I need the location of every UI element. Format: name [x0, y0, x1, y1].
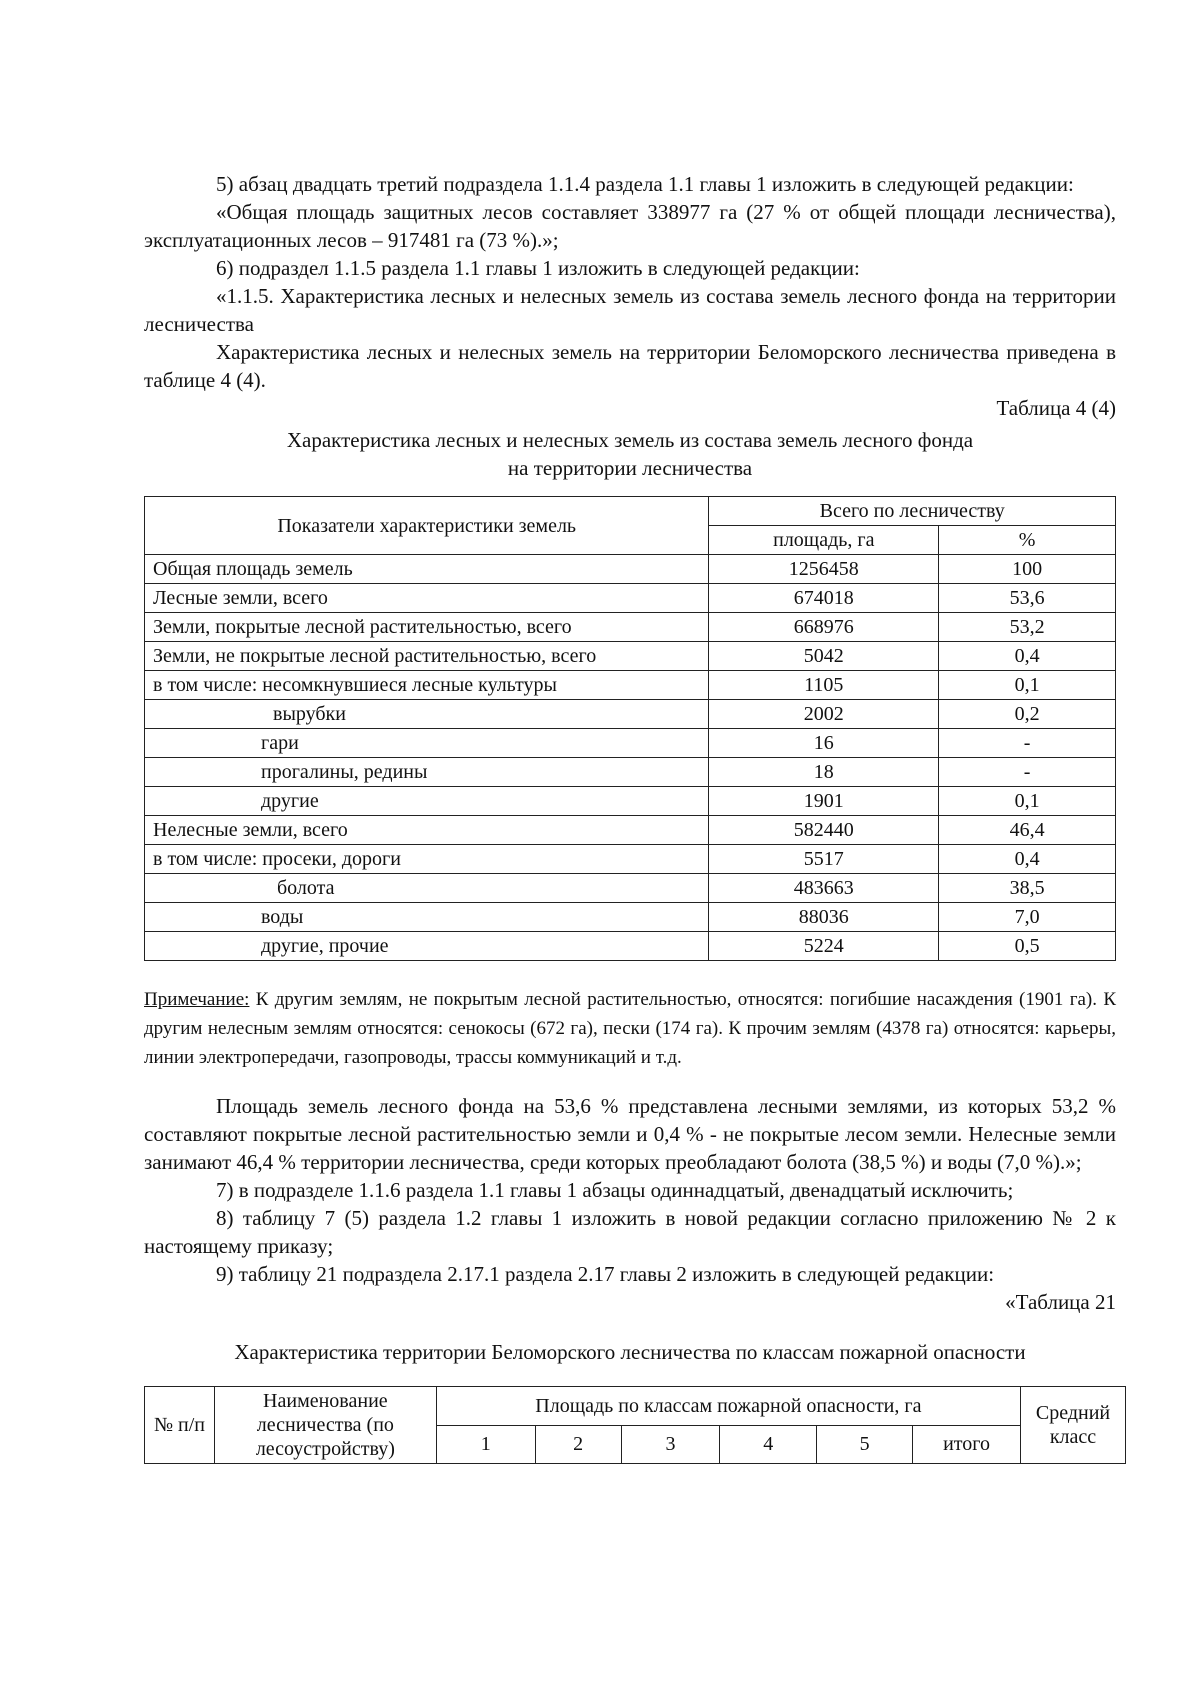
header-class-1: 1 — [436, 1425, 535, 1464]
header-class-total: итого — [913, 1425, 1021, 1464]
table-row: в том числе: просеки, дороги 5517 0,4 — [145, 845, 1116, 874]
table-row: Земли, покрытые лесной растительностью, всего 668976 53,2 — [145, 613, 1116, 642]
table-row: другие, прочие 5224 0,5 — [145, 932, 1116, 961]
table-row: гари 16 - — [145, 729, 1116, 758]
table21-label: «Таблица 21 — [1005, 1290, 1116, 1314]
table-row: Земли, не покрытые лесной растительностью, всего 5042 0,4 — [145, 642, 1116, 671]
table-row: вырубки 2002 0,2 — [145, 700, 1116, 729]
table21-title: Характеристика территории Беломорского лесничества по классам пожарной опасности — [234, 1340, 1026, 1364]
paragraph-9: 9) таблицу 21 подраздела 2.17.1 раздела 2.17 главы 2 изложить в следующей редакции: — [216, 1262, 995, 1286]
header-class-3: 3 — [621, 1425, 720, 1464]
note-text: К другим землям, не покрытым лесной растительностью, относятся: погибшие насаждения (1901 га). К другим нелесным землям относятся: сенокосы (672 га), пески (174 га). К прочим землям (4378 га) относятся: карьеры, линии электропередачи, газопроводы, трассы коммуникаций и т.д. — [144, 989, 1116, 1068]
land-characteristics-table — [144, 496, 1116, 961]
header-forestry-name: Наименование лесничества (по лесоустройству) — [214, 1387, 436, 1464]
note-label: Примечание: — [144, 989, 250, 1010]
paragraph-7: 7) в подразделе 1.1.6 раздела 1.1 главы 1 абзацы одиннадцатый, двенадцатый исключить; — [216, 1178, 1014, 1202]
document-content — [144, 170, 1116, 1464]
table-row: Нелесные земли, всего 582440 46,4 — [145, 816, 1116, 845]
header-area: площадь, га — [709, 526, 939, 555]
header-class-5: 5 — [817, 1425, 913, 1464]
paragraph-5: 5) абзац двадцать третий подраздела 1.1.4 раздела 1.1 главы 1 изложить в следующей редакции: — [216, 172, 1074, 196]
header-number: № п/п — [145, 1387, 215, 1464]
table4-note — [144, 985, 1116, 1072]
header-area-by-class: Площадь по классам пожарной опасности, га — [436, 1387, 1020, 1426]
paragraph-6: 6) подраздел 1.1.5 раздела 1.1 главы 1 изложить в следующей редакции: — [216, 256, 860, 280]
table-row: прогалины, редины 18 - — [145, 758, 1116, 787]
paragraph-8: 8) таблицу 7 (5) раздела 1.2 главы 1 изложить в новой редакции согласно приложению № 2 к настоящему приказу; — [144, 1206, 1116, 1258]
table4-title: Характеристика лесных и нелесных земель из состава земель лесного фонда на территории лесничества — [286, 428, 974, 480]
protective-forests-quote: «Общая площадь защитных лесов составляет 338977 га (27 % от общей площади лесничества), эксплуатационных лесов – 917481 га (73 %).»; — [144, 200, 1116, 252]
table-row: болота 483663 38,5 — [145, 874, 1116, 903]
table-row: Общая площадь земель 1256458 100 — [145, 555, 1116, 584]
header-class-4: 4 — [720, 1425, 817, 1464]
table4-intro: Характеристика лесных и нелесных земель на территории Беломорского лесничества приведена в таблице 4 (4). — [144, 340, 1116, 392]
header-class-2: 2 — [535, 1425, 621, 1464]
fire-hazard-table — [144, 1386, 1126, 1464]
table-row: другие 1901 0,1 — [145, 787, 1116, 816]
summary-paragraph: Площадь земель лесного фонда на 53,6 % представлена лесными землями, из которых 53,2 % составляют покрытые лесной растительностью земли и 0,4 % - не покрытые лесом земли. Нелесные земли занимают 46,4 % территории лесничества, среди которых преобладают болота (38,5 %) и воды (7,0 %).»; — [144, 1094, 1116, 1174]
header-percent: % — [939, 526, 1116, 555]
header-total: Всего по лесничеству — [709, 497, 1116, 526]
table-row: воды 88036 7,0 — [145, 903, 1116, 932]
table4-label: Таблица 4 (4) — [996, 396, 1116, 420]
header-indicator: Показатели характеристики земель — [145, 497, 709, 555]
header-average-class: Средний класс — [1021, 1387, 1126, 1464]
table-row: в том числе: несомкнувшиеся лесные культуры 1105 0,1 — [145, 671, 1116, 700]
section-title: «1.1.5. Характеристика лесных и нелесных земель из состава земель лесного фонда на территории лесничества — [144, 284, 1116, 336]
table-row: Лесные земли, всего 674018 53,6 — [145, 584, 1116, 613]
